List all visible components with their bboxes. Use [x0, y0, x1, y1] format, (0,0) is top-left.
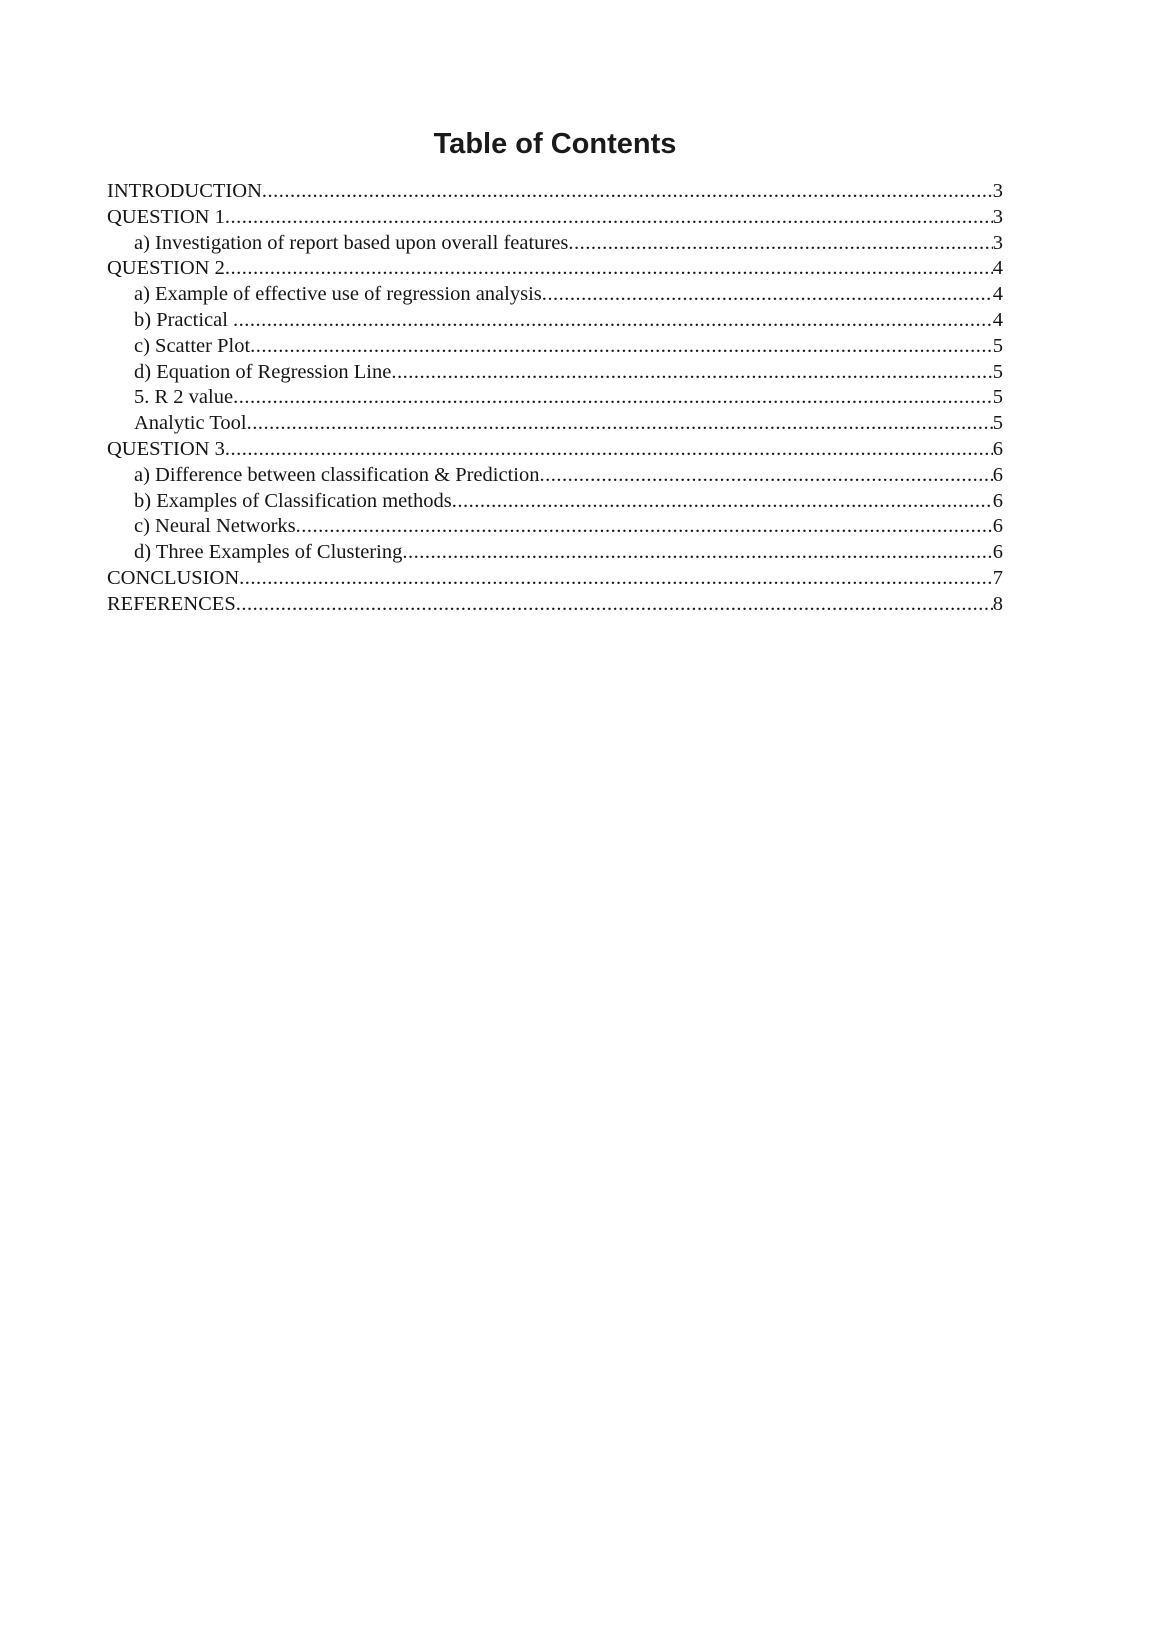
toc-entry-page: 5: [992, 360, 1003, 383]
toc-entry-label[interactable]: 5. R 2 value: [134, 386, 234, 409]
dot-leader: [402, 540, 992, 566]
toc-entry-label[interactable]: a) Difference between classification & Prediction: [134, 463, 540, 486]
toc-entry-page: 5: [992, 412, 1003, 435]
toc-entry[interactable]: [107, 592, 1003, 618]
toc-entry-label[interactable]: b) Practical: [134, 308, 234, 331]
dot-leader: [239, 566, 993, 592]
toc-entry-page: 3: [992, 231, 1003, 254]
toc-entry-label[interactable]: b) Examples of Classification methods: [134, 489, 452, 512]
toc-entry[interactable]: [107, 385, 1003, 411]
toc-entry[interactable]: [107, 179, 1003, 205]
toc-entry[interactable]: [107, 540, 1003, 566]
dot-leader: [568, 231, 992, 257]
dot-leader: [233, 385, 993, 411]
toc-entry-label[interactable]: d) Three Examples of Clustering: [134, 541, 403, 564]
dot-leader: [225, 205, 993, 231]
toc-entry-label[interactable]: a) Example of effective use of regression analysis: [134, 283, 542, 306]
toc-entry-label[interactable]: REFERENCES: [107, 592, 236, 615]
toc-entry-page: 3: [992, 180, 1003, 202]
toc-entry[interactable]: [107, 514, 1003, 540]
toc-entry-page: 4: [992, 283, 1003, 306]
toc-entry-page: 6: [992, 541, 1003, 564]
toc-entry-page: 4: [992, 308, 1003, 331]
dot-leader: [296, 514, 993, 540]
toc-entry[interactable]: [107, 489, 1003, 515]
toc-entry-label[interactable]: d) Equation of Regression Line: [134, 360, 392, 383]
dot-leader: [262, 179, 993, 205]
table-of-contents: [107, 179, 1003, 618]
toc-entry-label[interactable]: CONCLUSION: [107, 566, 240, 589]
dot-leader: [236, 592, 993, 618]
toc-entry-page: 8: [992, 592, 1003, 615]
toc-entry-page: 3: [992, 205, 1003, 228]
dot-leader: [233, 308, 993, 334]
toc-entry[interactable]: [107, 256, 1003, 282]
toc-entry[interactable]: [107, 411, 1003, 437]
page-title: Table of Contents: [433, 128, 677, 160]
toc-entry-label[interactable]: a) Investigation of report based upon overall features: [134, 231, 569, 254]
toc-entry-page: 6: [992, 437, 1003, 460]
toc-entry[interactable]: [107, 231, 1003, 257]
toc-entry[interactable]: [107, 360, 1003, 386]
toc-section: [107, 126, 1003, 618]
toc-entry-label[interactable]: QUESTION 2: [107, 257, 225, 280]
dot-leader: [452, 489, 993, 515]
toc-entry[interactable]: [107, 205, 1003, 231]
dot-leader: [225, 437, 993, 463]
toc-entry[interactable]: [107, 437, 1003, 463]
toc-entry-label[interactable]: Analytic Tool: [134, 412, 247, 435]
toc-entry[interactable]: [107, 463, 1003, 489]
dot-leader: [247, 411, 993, 437]
dot-leader: [391, 360, 992, 386]
toc-entry[interactable]: [107, 334, 1003, 360]
toc-entry-page: 5: [992, 386, 1003, 409]
toc-entry-page: 6: [992, 463, 1003, 486]
toc-entry-label[interactable]: c) Neural Networks: [134, 515, 296, 538]
toc-entry-page: 4: [992, 257, 1003, 280]
dot-leader: [542, 282, 993, 308]
dot-leader: [250, 334, 993, 360]
toc-entry-page: 7: [992, 566, 1003, 589]
toc-entry[interactable]: [107, 566, 1003, 592]
toc-entry-label[interactable]: c) Scatter Plot: [134, 334, 251, 357]
toc-entry[interactable]: [107, 282, 1003, 308]
dot-leader: [539, 463, 992, 489]
dot-leader: [225, 256, 993, 282]
toc-entry[interactable]: [107, 308, 1003, 334]
toc-entry-page: 6: [992, 489, 1003, 512]
toc-entry-page: 5: [992, 334, 1003, 357]
toc-entry-page: 6: [992, 515, 1003, 538]
toc-entry-label[interactable]: INTRODUCTION: [107, 180, 262, 202]
toc-entry-label[interactable]: QUESTION 1: [107, 205, 225, 228]
toc-entry-label[interactable]: QUESTION 3: [107, 437, 225, 460]
